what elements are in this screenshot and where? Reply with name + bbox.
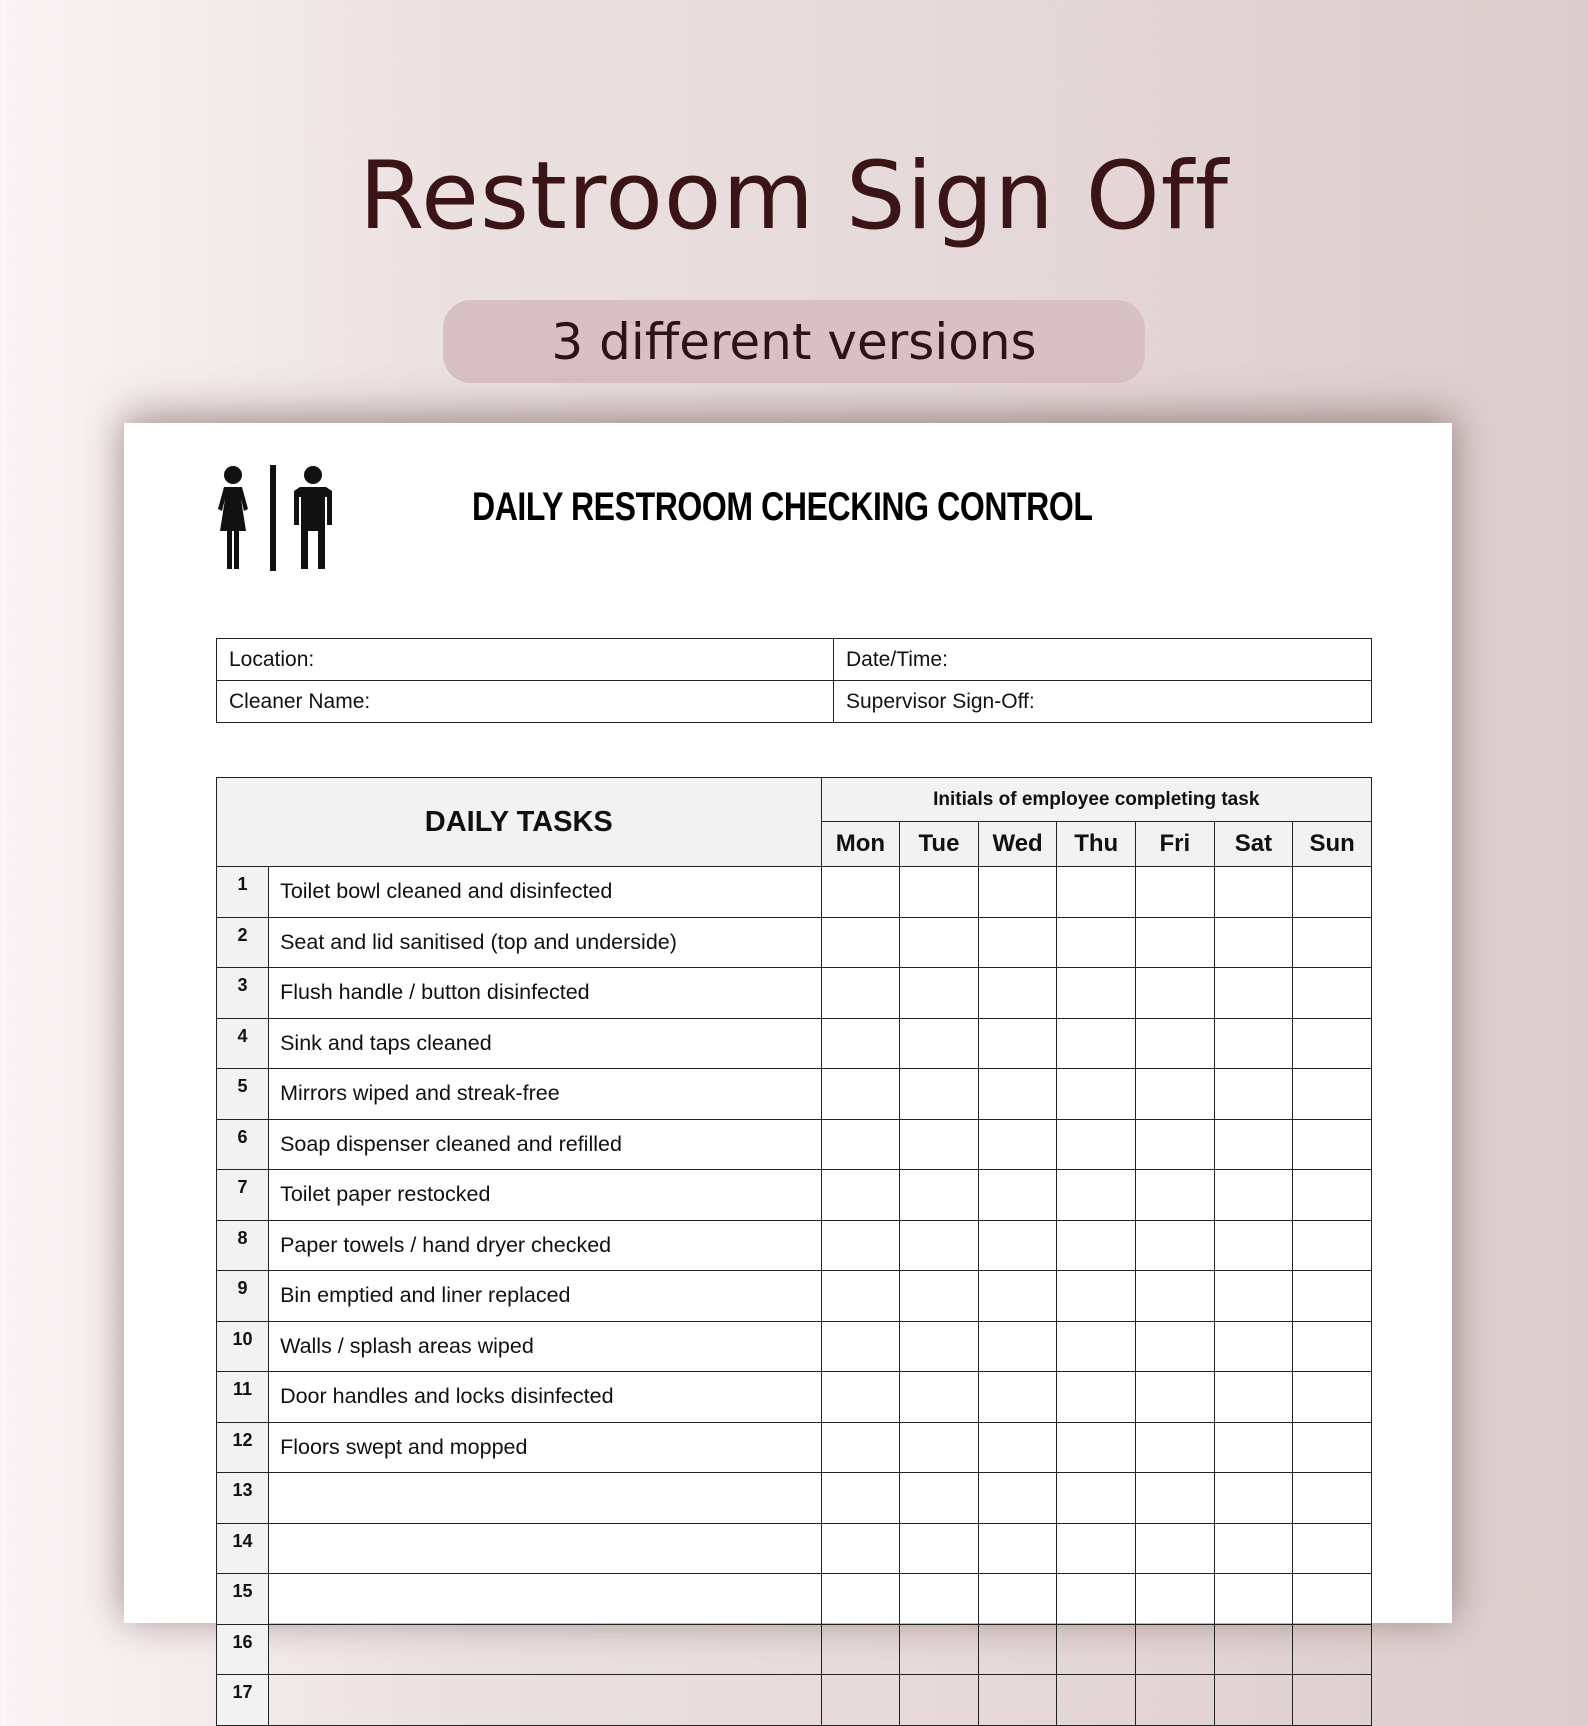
initials-cell-tue[interactable] <box>900 1018 979 1069</box>
initials-cell-sat[interactable] <box>1214 1624 1293 1675</box>
task-row <box>217 1069 1372 1120</box>
info-table <box>216 638 1372 723</box>
initials-cell-wed[interactable] <box>978 1271 1057 1322</box>
task-number: 15 <box>217 1574 269 1625</box>
initials-cell-mon[interactable] <box>821 1523 900 1574</box>
initials-cell-sat[interactable] <box>1214 1119 1293 1170</box>
initials-cell-tue[interactable] <box>900 1422 979 1473</box>
task-number: 9 <box>217 1271 269 1322</box>
initials-cell-sun[interactable] <box>1293 1523 1372 1574</box>
initials-cell-sat[interactable] <box>1214 867 1293 918</box>
task-number: 16 <box>217 1624 269 1675</box>
initials-cell-tue[interactable] <box>900 1624 979 1675</box>
initials-cell-thu[interactable] <box>1057 968 1136 1019</box>
initials-cell-sat[interactable] <box>1214 1271 1293 1322</box>
initials-cell-thu[interactable] <box>1057 1675 1136 1726</box>
initials-cell-thu[interactable] <box>1057 917 1136 968</box>
task-description: Toilet bowl cleaned and disinfected <box>269 867 821 918</box>
initials-cell-thu[interactable] <box>1057 1271 1136 1322</box>
initials-cell-mon[interactable] <box>821 1372 900 1423</box>
initials-cell-thu[interactable] <box>1057 1220 1136 1271</box>
initials-cell-fri[interactable] <box>1136 1321 1215 1372</box>
initials-cell-wed[interactable] <box>978 1119 1057 1170</box>
initials-cell-thu[interactable] <box>1057 867 1136 918</box>
initials-cell-thu[interactable] <box>1057 1018 1136 1069</box>
task-row <box>217 1422 1372 1473</box>
subtitle-pill <box>443 300 1145 383</box>
initials-cell-mon[interactable] <box>821 1675 900 1726</box>
initials-cell-wed[interactable] <box>978 1321 1057 1372</box>
initials-cell-fri[interactable] <box>1136 1372 1215 1423</box>
task-description: Sink and taps cleaned <box>269 1018 821 1069</box>
initials-cell-thu[interactable] <box>1057 1523 1136 1574</box>
initials-cell-sun[interactable] <box>1293 1119 1372 1170</box>
task-description <box>269 1574 821 1625</box>
task-number: 10 <box>217 1321 269 1372</box>
initials-cell-mon[interactable] <box>821 968 900 1019</box>
task-description <box>269 1523 821 1574</box>
initials-cell-sun[interactable] <box>1293 1675 1372 1726</box>
initials-cell-sat[interactable] <box>1214 1170 1293 1221</box>
initials-cell-wed[interactable] <box>978 1675 1057 1726</box>
task-number: 7 <box>217 1170 269 1221</box>
initials-cell-thu[interactable] <box>1057 1422 1136 1473</box>
initials-cell-tue[interactable] <box>900 968 979 1019</box>
day-header-sat: Sat <box>1214 822 1293 867</box>
task-row <box>217 1523 1372 1574</box>
initials-cell-wed[interactable] <box>978 1170 1057 1221</box>
initials-cell-fri[interactable] <box>1136 867 1215 918</box>
day-header-wed: Wed <box>978 822 1057 867</box>
task-row <box>217 1372 1372 1423</box>
task-number: 6 <box>217 1119 269 1170</box>
initials-cell-fri[interactable] <box>1136 1069 1215 1120</box>
initials-cell-sat[interactable] <box>1214 1422 1293 1473</box>
task-row <box>217 1271 1372 1322</box>
checklist-sheet <box>124 423 1452 1702</box>
task-description: Mirrors wiped and streak-free <box>269 1069 821 1120</box>
initials-cell-wed[interactable] <box>978 1372 1057 1423</box>
task-description <box>269 1675 821 1726</box>
initials-cell-thu[interactable] <box>1057 1574 1136 1625</box>
task-number: 2 <box>217 917 269 968</box>
initials-cell-sun[interactable] <box>1293 1069 1372 1120</box>
initials-cell-wed[interactable] <box>978 917 1057 968</box>
initials-cell-mon[interactable] <box>821 1624 900 1675</box>
info-row <box>217 639 1372 681</box>
restroom-sign-icon <box>208 465 338 571</box>
task-row <box>217 968 1372 1019</box>
initials-cell-sat[interactable] <box>1214 1220 1293 1271</box>
initials-cell-sun[interactable] <box>1293 1473 1372 1524</box>
initials-header: Initials of employee completing task <box>821 778 1371 822</box>
day-header-thu: Thu <box>1057 822 1136 867</box>
day-header-sun: Sun <box>1293 822 1372 867</box>
initials-cell-wed[interactable] <box>978 1523 1057 1574</box>
task-number: 11 <box>217 1372 269 1423</box>
initials-cell-fri[interactable] <box>1136 1119 1215 1170</box>
initials-cell-sun[interactable] <box>1293 1372 1372 1423</box>
subtitle-text: 3 different versions <box>551 312 1037 371</box>
day-header-fri: Fri <box>1136 822 1215 867</box>
task-number: 1 <box>217 867 269 918</box>
initials-cell-mon[interactable] <box>821 1321 900 1372</box>
initials-cell-mon[interactable] <box>821 1473 900 1524</box>
task-row <box>217 1018 1372 1069</box>
location-field[interactable]: Location: <box>217 639 834 681</box>
initials-cell-fri[interactable] <box>1136 1422 1215 1473</box>
initials-cell-sun[interactable] <box>1293 1624 1372 1675</box>
initials-cell-tue[interactable] <box>900 917 979 968</box>
initials-cell-fri[interactable] <box>1136 1473 1215 1524</box>
task-row <box>217 917 1372 968</box>
task-number: 4 <box>217 1018 269 1069</box>
info-row <box>217 681 1372 723</box>
initials-cell-mon[interactable] <box>821 1422 900 1473</box>
initials-cell-wed[interactable] <box>978 1422 1057 1473</box>
task-description: Seat and lid sanitised (top and underside) <box>269 917 821 968</box>
document-title: DAILY RESTROOM CHECKING CONTROL <box>472 485 1093 529</box>
initials-cell-tue[interactable] <box>900 1372 979 1423</box>
initials-cell-thu[interactable] <box>1057 1170 1136 1221</box>
initials-cell-thu[interactable] <box>1057 1321 1136 1372</box>
initials-cell-mon[interactable] <box>821 1220 900 1271</box>
task-description: Walls / splash areas wiped <box>269 1321 821 1372</box>
initials-cell-sat[interactable] <box>1214 1523 1293 1574</box>
initials-cell-mon[interactable] <box>821 867 900 918</box>
initials-cell-sun[interactable] <box>1293 1574 1372 1625</box>
initials-cell-tue[interactable] <box>900 1271 979 1322</box>
initials-cell-fri[interactable] <box>1136 1271 1215 1322</box>
task-description: Toilet paper restocked <box>269 1170 821 1221</box>
initials-cell-sun[interactable] <box>1293 1018 1372 1069</box>
task-row <box>217 867 1372 918</box>
task-number: 3 <box>217 968 269 1019</box>
initials-cell-thu[interactable] <box>1057 1624 1136 1675</box>
initials-cell-fri[interactable] <box>1136 1675 1215 1726</box>
initials-cell-thu[interactable] <box>1057 1372 1136 1423</box>
hero-title: Restroom Sign Off <box>359 142 1229 251</box>
initials-cell-sun[interactable] <box>1293 968 1372 1019</box>
initials-cell-mon[interactable] <box>821 1574 900 1625</box>
day-header-mon: Mon <box>821 822 900 867</box>
task-row <box>217 1574 1372 1625</box>
initials-cell-tue[interactable] <box>900 1321 979 1372</box>
initials-cell-sun[interactable] <box>1293 1170 1372 1221</box>
task-number: 14 <box>217 1523 269 1574</box>
initials-cell-tue[interactable] <box>900 1675 979 1726</box>
daily-tasks-header: DAILY TASKS <box>217 778 822 867</box>
initials-cell-tue[interactable] <box>900 1069 979 1120</box>
initials-cell-sat[interactable] <box>1214 917 1293 968</box>
initials-cell-sat[interactable] <box>1214 1018 1293 1069</box>
initials-cell-sun[interactable] <box>1293 917 1372 968</box>
initials-cell-mon[interactable] <box>821 1271 900 1322</box>
initials-cell-sat[interactable] <box>1214 968 1293 1019</box>
initials-cell-thu[interactable] <box>1057 1473 1136 1524</box>
initials-cell-tue[interactable] <box>900 1473 979 1524</box>
tasks-table <box>216 777 1372 1726</box>
initials-cell-sun[interactable] <box>1293 1422 1372 1473</box>
initials-cell-wed[interactable] <box>978 968 1057 1019</box>
initials-cell-sat[interactable] <box>1214 1473 1293 1524</box>
initials-cell-fri[interactable] <box>1136 1574 1215 1625</box>
initials-cell-fri[interactable] <box>1136 1624 1215 1675</box>
initials-cell-sun[interactable] <box>1293 867 1372 918</box>
initials-cell-sun[interactable] <box>1293 1271 1372 1322</box>
task-description <box>269 1473 821 1524</box>
task-number: 17 <box>217 1675 269 1726</box>
initials-cell-fri[interactable] <box>1136 1018 1215 1069</box>
task-row <box>217 1624 1372 1675</box>
initials-cell-thu[interactable] <box>1057 1069 1136 1120</box>
initials-cell-wed[interactable] <box>978 867 1057 918</box>
task-row <box>217 1170 1372 1221</box>
initials-cell-wed[interactable] <box>978 1069 1057 1120</box>
task-row <box>217 1675 1372 1726</box>
initials-cell-wed[interactable] <box>978 1220 1057 1271</box>
cleaner-name-field[interactable]: Cleaner Name: <box>217 681 834 723</box>
initials-cell-mon[interactable] <box>821 1170 900 1221</box>
task-description: Floors swept and mopped <box>269 1422 821 1473</box>
initials-cell-thu[interactable] <box>1057 1119 1136 1170</box>
initials-cell-tue[interactable] <box>900 1574 979 1625</box>
initials-cell-fri[interactable] <box>1136 968 1215 1019</box>
initials-cell-tue[interactable] <box>900 1220 979 1271</box>
task-number: 12 <box>217 1422 269 1473</box>
initials-cell-wed[interactable] <box>978 1574 1057 1625</box>
initials-cell-wed[interactable] <box>978 1018 1057 1069</box>
initials-cell-tue[interactable] <box>900 1170 979 1221</box>
task-description: Soap dispenser cleaned and refilled <box>269 1119 821 1170</box>
task-description: Bin emptied and liner replaced <box>269 1271 821 1322</box>
initials-cell-mon[interactable] <box>821 1069 900 1120</box>
initials-cell-sat[interactable] <box>1214 1574 1293 1625</box>
initials-cell-wed[interactable] <box>978 1473 1057 1524</box>
initials-cell-mon[interactable] <box>821 1119 900 1170</box>
task-number: 5 <box>217 1069 269 1120</box>
initials-cell-sat[interactable] <box>1214 1069 1293 1120</box>
initials-cell-sat[interactable] <box>1214 1321 1293 1372</box>
initials-cell-sat[interactable] <box>1214 1675 1293 1726</box>
initials-cell-wed[interactable] <box>978 1624 1057 1675</box>
initials-cell-fri[interactable] <box>1136 1220 1215 1271</box>
initials-cell-tue[interactable] <box>900 1523 979 1574</box>
task-row <box>217 1473 1372 1524</box>
task-row <box>217 1220 1372 1271</box>
initials-cell-tue[interactable] <box>900 1119 979 1170</box>
initials-cell-sun[interactable] <box>1293 1321 1372 1372</box>
task-description <box>269 1624 821 1675</box>
task-description: Door handles and locks disinfected <box>269 1372 821 1423</box>
day-header-tue: Tue <box>900 822 979 867</box>
initials-cell-mon[interactable] <box>821 1018 900 1069</box>
task-description: Paper towels / hand dryer checked <box>269 1220 821 1271</box>
initials-cell-fri[interactable] <box>1136 1523 1215 1574</box>
task-row <box>217 1119 1372 1170</box>
task-number: 8 <box>217 1220 269 1271</box>
task-description: Flush handle / button disinfected <box>269 968 821 1019</box>
supervisor-sign-off-field[interactable]: Supervisor Sign-Off: <box>834 681 1372 723</box>
task-number: 13 <box>217 1473 269 1524</box>
initials-cell-sat[interactable] <box>1214 1372 1293 1423</box>
initials-cell-sun[interactable] <box>1293 1220 1372 1271</box>
task-row <box>217 1321 1372 1372</box>
initials-cell-mon[interactable] <box>821 917 900 968</box>
date-time-field[interactable]: Date/Time: <box>834 639 1372 681</box>
initials-cell-fri[interactable] <box>1136 1170 1215 1221</box>
initials-cell-fri[interactable] <box>1136 917 1215 968</box>
initials-cell-tue[interactable] <box>900 867 979 918</box>
